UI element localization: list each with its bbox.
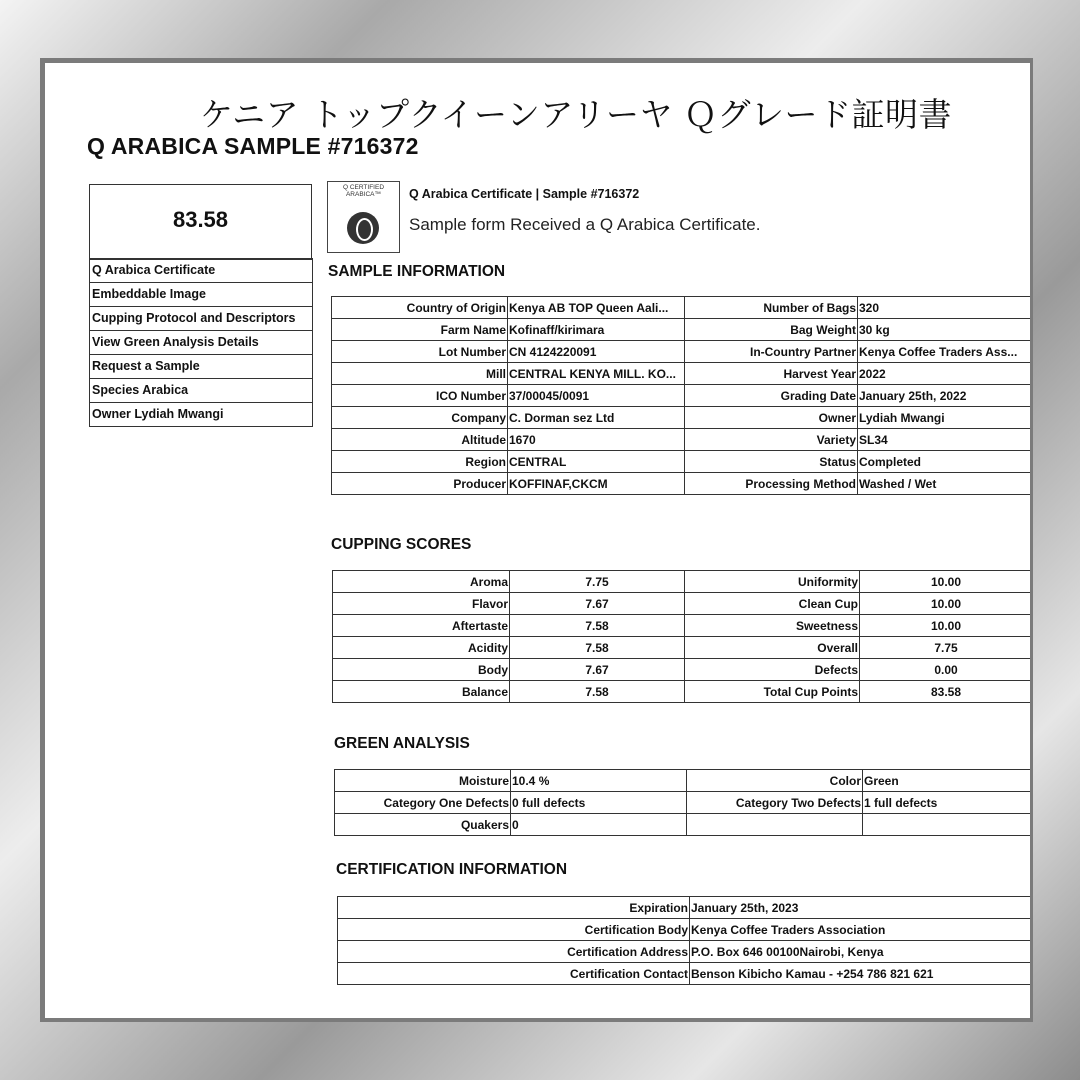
- sample-information-table: [331, 296, 1030, 495]
- field-label: Region: [332, 451, 508, 473]
- field-label: Country of Origin: [332, 297, 508, 319]
- total-score: 83.58: [172, 207, 229, 232]
- cupping-scores-table: [332, 570, 1030, 703]
- green-analysis-table: [334, 769, 1030, 836]
- field-value: CN 4124220091: [508, 341, 685, 363]
- field-label: Certification Body: [338, 919, 690, 941]
- sidebar-item-embeddable-image[interactable]: Embeddable Image: [89, 283, 313, 307]
- field-value: Kenya AB TOP Queen Aali...: [508, 297, 685, 319]
- table-row: [335, 792, 1031, 814]
- field-value: 37/00045/0091: [508, 385, 685, 407]
- field-label: Balance: [333, 681, 510, 703]
- field-value: 0 full defects: [511, 792, 687, 814]
- table-row: [335, 770, 1031, 792]
- field-label: Uniformity: [685, 571, 860, 593]
- field-value: 7.75: [510, 571, 685, 593]
- table-row: [333, 659, 1031, 681]
- field-value: 10.00: [860, 615, 1031, 637]
- table-row: [333, 615, 1031, 637]
- field-label: [687, 814, 863, 836]
- table-row: [333, 681, 1031, 703]
- sidebar-menu: [89, 258, 313, 427]
- field-label: Aroma: [333, 571, 510, 593]
- field-value: Benson Kibicho Kamau - +254 786 821 621: [690, 963, 1031, 985]
- field-label: Owner: [685, 407, 858, 429]
- field-label: Defects: [685, 659, 860, 681]
- field-value: 30 kg: [858, 319, 1031, 341]
- sidebar-item-green-analysis[interactable]: View Green Analysis Details: [89, 331, 313, 355]
- table-row: [332, 385, 1031, 407]
- table-row: [332, 297, 1031, 319]
- field-value: 7.67: [510, 593, 685, 615]
- field-value: SL34: [858, 429, 1031, 451]
- field-label: Clean Cup: [685, 593, 860, 615]
- certificate-header: Q Arabica Certificate | Sample #716372: [409, 187, 640, 201]
- field-label: Certification Address: [338, 941, 690, 963]
- field-label: Altitude: [332, 429, 508, 451]
- japanese-title: ケニア トップクイーンアリーヤ Ｑグレード証明書: [200, 95, 953, 134]
- table-row: [338, 919, 1031, 941]
- field-label: Moisture: [335, 770, 511, 792]
- field-value: Lydiah Mwangi: [858, 407, 1031, 429]
- badge-label: Q CERTIFIED ARABICA™: [342, 184, 385, 198]
- field-value: Green: [863, 770, 1031, 792]
- field-label: Farm Name: [332, 319, 508, 341]
- table-row: [332, 429, 1031, 451]
- field-value: CENTRAL: [508, 451, 685, 473]
- table-row: [338, 941, 1031, 963]
- field-label: Bag Weight: [685, 319, 858, 341]
- page-title: Q ARABICA SAMPLE #716372: [87, 133, 419, 159]
- field-label: Grading Date: [685, 385, 858, 407]
- field-value: 7.75: [860, 637, 1031, 659]
- field-label: Expiration: [338, 897, 690, 919]
- table-row: [335, 814, 1031, 836]
- table-row: [333, 637, 1031, 659]
- cupping-scores-heading: CUPPING SCORES: [331, 536, 472, 553]
- field-label: Acidity: [333, 637, 510, 659]
- field-value: Completed: [858, 451, 1031, 473]
- table-row: [332, 319, 1031, 341]
- field-label: Variety: [685, 429, 858, 451]
- certification-information-heading: CERTIFICATION INFORMATION: [336, 861, 568, 878]
- certificate-subtitle: Sample form Received a Q Arabica Certificate.: [409, 215, 761, 234]
- field-value: C. Dorman sez Ltd: [508, 407, 685, 429]
- field-value: 10.4 %: [511, 770, 687, 792]
- field-value: January 25th, 2023: [690, 897, 1031, 919]
- field-value: 1670: [508, 429, 685, 451]
- field-value: 10.00: [860, 593, 1031, 615]
- field-value: 7.58: [510, 637, 685, 659]
- certification-information-table: [337, 896, 1030, 985]
- table-row: [333, 571, 1031, 593]
- field-value: Washed / Wet: [858, 473, 1031, 495]
- field-value: P.O. Box 646 00100Nairobi, Kenya: [690, 941, 1031, 963]
- field-label: Mill: [332, 363, 508, 385]
- table-row: [338, 963, 1031, 985]
- table-row: [332, 363, 1031, 385]
- score-box: [89, 184, 312, 260]
- field-value: 10.00: [860, 571, 1031, 593]
- field-label: Company: [332, 407, 508, 429]
- field-label: Color: [687, 770, 863, 792]
- field-value: 0.00: [860, 659, 1031, 681]
- field-value: 2022: [858, 363, 1031, 385]
- field-label: Overall: [685, 637, 860, 659]
- sidebar-item-q-arabica-certificate[interactable]: Q Arabica Certificate: [89, 258, 313, 283]
- field-label: Status: [685, 451, 858, 473]
- field-label: Category One Defects: [335, 792, 511, 814]
- field-value: 0: [511, 814, 687, 836]
- q-coffee-bean-icon: [347, 212, 379, 244]
- field-value: 1 full defects: [863, 792, 1031, 814]
- field-label: ICO Number: [332, 385, 508, 407]
- field-value: Kenya Coffee Traders Association: [690, 919, 1031, 941]
- field-label: Certification Contact: [338, 963, 690, 985]
- table-row: [332, 341, 1031, 363]
- sidebar-item-cupping-protocol[interactable]: Cupping Protocol and Descriptors: [89, 307, 313, 331]
- field-label: Total Cup Points: [685, 681, 860, 703]
- field-value: [863, 814, 1031, 836]
- field-value: January 25th, 2022: [858, 385, 1031, 407]
- field-value: 7.58: [510, 615, 685, 637]
- sidebar-item-species: Species Arabica: [89, 379, 313, 403]
- certificate-document: [45, 63, 1030, 1018]
- sidebar-item-request-sample[interactable]: Request a Sample: [89, 355, 313, 379]
- field-value: 320: [858, 297, 1031, 319]
- field-value: 83.58: [860, 681, 1031, 703]
- field-label: Quakers: [335, 814, 511, 836]
- field-label: Harvest Year: [685, 363, 858, 385]
- field-label: In-Country Partner: [685, 341, 858, 363]
- field-value: Kenya Coffee Traders Ass...: [858, 341, 1031, 363]
- field-label: Producer: [332, 473, 508, 495]
- field-label: Flavor: [333, 593, 510, 615]
- table-row: [338, 897, 1031, 919]
- field-value: Kofinaff/kirimara: [508, 319, 685, 341]
- sidebar-item-owner: Owner Lydiah Mwangi: [89, 403, 313, 427]
- field-label: Aftertaste: [333, 615, 510, 637]
- field-value: 7.58: [510, 681, 685, 703]
- sample-information-heading: SAMPLE INFORMATION: [328, 263, 506, 280]
- green-analysis-heading: GREEN ANALYSIS: [334, 735, 470, 752]
- field-label: Category Two Defects: [687, 792, 863, 814]
- field-label: Sweetness: [685, 615, 860, 637]
- field-value: KOFFINAF,CKCM: [508, 473, 685, 495]
- field-label: Body: [333, 659, 510, 681]
- field-label: Lot Number: [332, 341, 508, 363]
- field-label: Processing Method: [685, 473, 858, 495]
- q-certified-badge: [327, 181, 400, 253]
- field-value: 7.67: [510, 659, 685, 681]
- table-row: [332, 451, 1031, 473]
- table-row: [332, 473, 1031, 495]
- field-label: Number of Bags: [685, 297, 858, 319]
- table-row: [332, 407, 1031, 429]
- field-value: CENTRAL KENYA MILL. KO...: [508, 363, 685, 385]
- table-row: [333, 593, 1031, 615]
